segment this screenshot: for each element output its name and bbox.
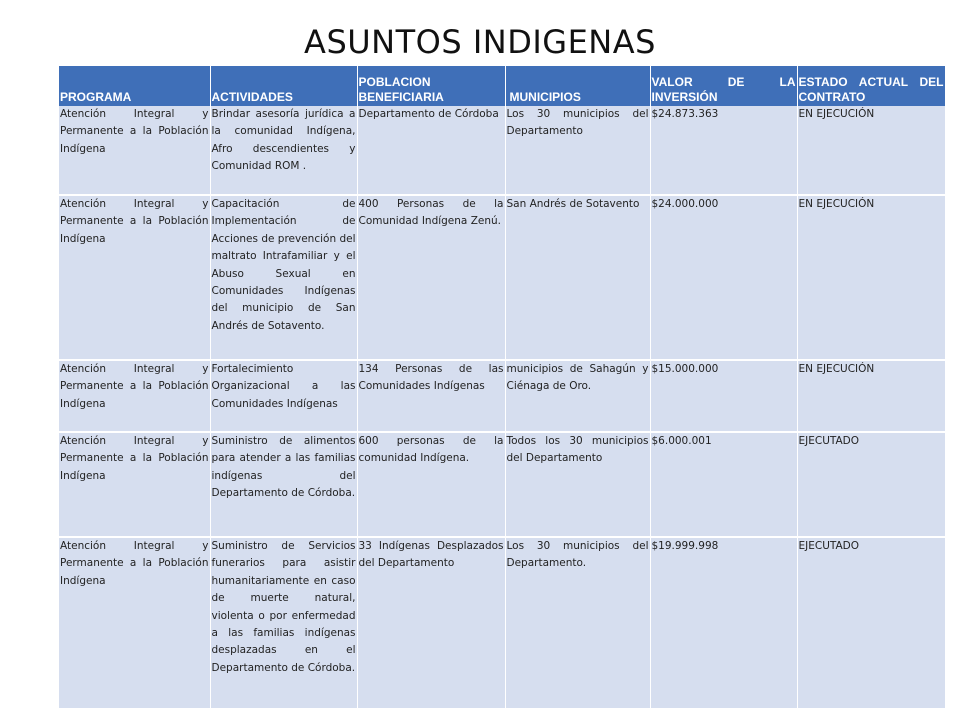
cell-actividades: Capacitación de Implementación de Acciones de prevención del maltrato Intrafamiliar y el Abuso Sexual en Comunidades Indígenas del municipio de San Andrés de Sotavento.: [210, 195, 357, 360]
cell-programa: Atención Integral y Permanente a la Población Indígena: [59, 360, 210, 432]
cell-estado: EN EJECUCIÓN: [797, 195, 945, 360]
cell-estado: EN EJECUCIÓN: [797, 106, 945, 195]
cell-actividades: Brindar asesoría jurídica a la comunidad Indígena, Afro descendientes y Comunidad ROM .: [210, 106, 357, 195]
page-title: ASUNTOS INDIGENAS: [304, 23, 656, 61]
table-row: [59, 537, 945, 709]
header-programa: PROGRAMA: [59, 66, 210, 106]
cell-municipios: Los 30 municipios del Departamento: [505, 106, 650, 195]
cell-municipios: Los 30 municipios del Departamento.: [505, 537, 650, 709]
table-row: [59, 106, 945, 195]
cell-actividades: Fortalecimiento Organizacional a las Comunidades Indígenas: [210, 360, 357, 432]
table-row: [59, 360, 945, 432]
cell-poblacion: Departamento de Córdoba: [357, 106, 505, 195]
header-actividades: ACTIVIDADES: [210, 66, 357, 106]
cell-municipios: municipios de Sahagún y Ciénaga de Oro.: [505, 360, 650, 432]
cell-valor: $6.000.001: [650, 432, 797, 537]
header-poblacion-beneficiaria: POBLACION BENEFICIARIA: [357, 66, 505, 106]
cell-poblacion: 600 personas de la comunidad Indígena.: [357, 432, 505, 537]
cell-programa: Atención Integral y Permanente a la Población Indígena: [59, 432, 210, 537]
cell-estado: EN EJECUCIÓN: [797, 360, 945, 432]
cell-valor: $24.000.000: [650, 195, 797, 360]
cell-actividades: Suministro de alimentos para atender a las familias indígenas del Departamento de Córdoba.: [210, 432, 357, 537]
cell-estado: EJECUTADO: [797, 432, 945, 537]
cell-programa: Atención Integral y Permanente a la Población Indígena: [59, 537, 210, 709]
cell-municipios: Todos los 30 municipios del Departamento: [505, 432, 650, 537]
table-row: [59, 432, 945, 537]
cell-poblacion: 33 Indígenas Desplazados del Departamento: [357, 537, 505, 709]
header-valor-inversion: VALOR DE LA INVERSIÓN: [650, 66, 797, 106]
contracts-table: [59, 66, 946, 710]
cell-programa: Atención Integral y Permanente a la Población Indígena: [59, 195, 210, 360]
cell-valor: $15.000.000: [650, 360, 797, 432]
cell-poblacion: 134 Personas de las Comunidades Indígenas: [357, 360, 505, 432]
cell-municipios: San Andrés de Sotavento: [505, 195, 650, 360]
cell-estado: EJECUTADO: [797, 537, 945, 709]
table-header-row: [59, 66, 945, 106]
table-row: [59, 195, 945, 360]
header-municipios: MUNICIPIOS: [505, 66, 650, 106]
header-estado-contrato: ESTADO ACTUAL DEL CONTRATO: [797, 66, 945, 106]
cell-valor: $19.999.998: [650, 537, 797, 709]
cell-poblacion: 400 Personas de la Comunidad Indígena Zenú.: [357, 195, 505, 360]
cell-actividades: Suministro de Servicios funerarios para asistir humanitariamente en caso de muerte natural, violenta o por enfermedad a las familias indígenas desplazadas en el Departamento de Córdoba.: [210, 537, 357, 709]
cell-valor: $24.873.363: [650, 106, 797, 195]
cell-programa: Atención Integral y Permanente a la Población Indígena: [59, 106, 210, 195]
